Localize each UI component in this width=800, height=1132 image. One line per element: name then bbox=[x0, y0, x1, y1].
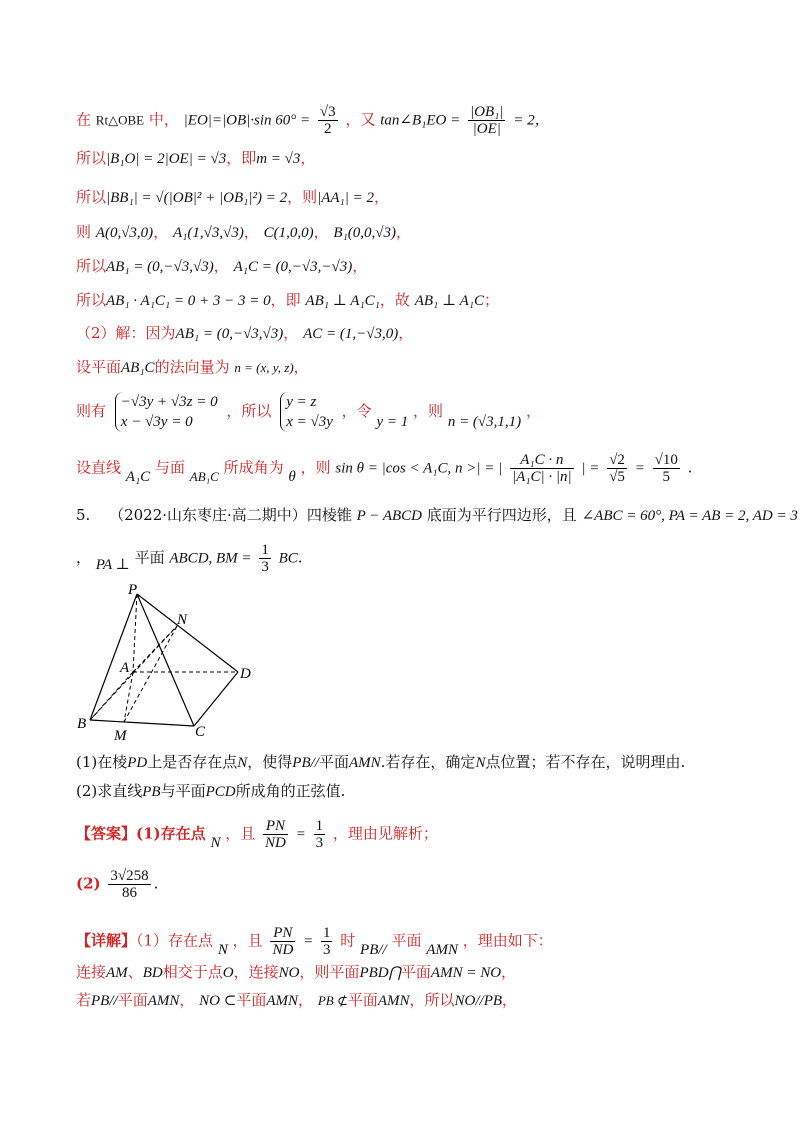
math: AB₁C bbox=[189, 468, 219, 484]
fraction: $\frac{1}{3}$ bbox=[322, 925, 331, 958]
edge-PB bbox=[90, 594, 137, 720]
math: B₁(0,0,√3) bbox=[333, 225, 397, 241]
problem-statement-line-1: 5. （2022·山东枣庄·高二期中）四棱锥 P − ABCD 底面为平行四边形，且 ∠ABC = 60°, PA = AB = 2, AD = 3 bbox=[76, 506, 798, 524]
solution-line-10: 设直线 A₁C 与面 AB₁C 所成角为 θ ，则 sin θ = |cos < A₁C, n >| = | $\frac{\text{A₁C · n}}{\text{|A₁C| · |n|}}$ | = $\frac{√2}{√5}$ = $\frac{√10}{5}$ . bbox=[76, 452, 693, 485]
math: |AA₁| = 2 bbox=[317, 190, 375, 206]
answer-tag: 【答案】 bbox=[76, 824, 137, 843]
fraction: $\frac{1}{3}$ bbox=[315, 818, 324, 851]
math: ∠ABC = 60°, PA = AB = 2, AD = 3 bbox=[581, 508, 798, 524]
math: m = √3 bbox=[256, 151, 301, 167]
math: AB₁ ⊥ A₁C bbox=[414, 293, 484, 309]
edge-PD bbox=[137, 594, 238, 672]
solution-line-3: 所以|BB₁| = √(|OB|² + |OB₁|²) = 2，则|AA₁| = 2， bbox=[76, 188, 390, 206]
solution-line-9: 则有 −√3y + √3z = 0 x − √3y = 0 ，所以 y = z x = √3y ，令 y = 1 ，则 n = (√3,1,1) ， bbox=[76, 394, 541, 430]
text: 中， bbox=[148, 110, 179, 129]
pyramid-figure bbox=[76, 582, 276, 742]
solution-line-6: 所以AB₁ · A₁C₁ = 0 + 3 − 3 = 0，即 AB₁ ⊥ A₁C₁，故 AB₁ ⊥ A₁C； bbox=[76, 291, 499, 309]
math: tan∠B₁EO = bbox=[380, 112, 461, 129]
math: BC bbox=[278, 550, 298, 567]
math: AB₁ = (0,−√3,√3) bbox=[175, 326, 284, 342]
solution-line-4: 则 A(0,√3,0)， A₁(1,√3,√3)， C(1,0,0)， B₁(0,0,√3)， bbox=[76, 223, 412, 241]
math: P − ABCD bbox=[356, 508, 423, 524]
fraction: $\frac{√10}{5}$ bbox=[654, 452, 678, 485]
math: A(0,√3,0) bbox=[95, 225, 154, 241]
math: |BB₁| = √(|OB|² + |OB₁|²) = 2 bbox=[106, 190, 288, 206]
fraction: $\frac{\text{|OB₁|}}{|OE|}$ bbox=[470, 104, 504, 137]
math: AB₁ ⊥ A₁C₁ bbox=[305, 293, 380, 309]
math: A₁(1,√3,√3) bbox=[172, 225, 244, 241]
math: AB₁ = (0,−√3,√3) bbox=[106, 259, 214, 275]
label-D: D bbox=[240, 666, 251, 682]
fraction: $\frac{\text{A₁C · n}}{\text{|A₁C| · |n|}}$ bbox=[512, 452, 572, 485]
solution-line-7: （2）解：因为AB₁ = (0,−√3,√3)， AC = (1,−√3,0)， bbox=[76, 324, 414, 342]
math: n = (x, y, z) bbox=[234, 360, 294, 375]
math: AB₁ · A₁C₁ = 0 + 3 − 3 = 0 bbox=[106, 293, 271, 309]
segment-MN bbox=[124, 626, 177, 722]
fraction: $\frac{1}{3}$ bbox=[261, 542, 269, 575]
math: y = 1 bbox=[376, 414, 409, 430]
detail-line-2: 连接AM、BD相交于点O，连接NO，则平面PBD⋂平面AMN = NO， bbox=[76, 963, 517, 981]
detail-line-3: 若PB//平面AMN， NO ⊂平面AMN， PB ⊄平面AMN，所以NO//PB， bbox=[76, 991, 518, 1009]
math: |EO|=|OB|·sin 60° = bbox=[183, 112, 311, 129]
math: A₁C bbox=[125, 468, 151, 485]
math: θ bbox=[288, 468, 296, 485]
math: Rt△OBE bbox=[95, 112, 145, 128]
edge-CD bbox=[194, 672, 238, 726]
question-2: (2)求直线PB与平面PCD所成角的正弦值. bbox=[76, 782, 346, 800]
solution-line-2: 所以|B₁O| = 2|OE| = √3，即m = √3， bbox=[76, 149, 316, 167]
equation-system: −√3y + √3z = 0 x − √3y = 0 bbox=[115, 392, 218, 432]
fraction: $\frac{PN}{ND}$ bbox=[272, 925, 294, 958]
math: AB₁C bbox=[121, 360, 155, 376]
label-C: C bbox=[195, 724, 206, 740]
math: ABCD, BM = bbox=[169, 550, 252, 567]
label-P: P bbox=[128, 582, 138, 598]
text: ，又 bbox=[345, 110, 376, 129]
solution-line-8: 设平面AB₁C的法向量为 n = (x, y, z)， bbox=[76, 358, 309, 376]
math: PA ⊥ bbox=[95, 556, 130, 573]
problem-number: 5. bbox=[76, 506, 91, 524]
equation-system: y = z x = √3y bbox=[280, 392, 333, 432]
label-B: B bbox=[77, 716, 87, 732]
detail-line-1: 【详解】（1）存在点 N ，且 $\frac{PN}{ND}$ = $\frac{1}{3}$ 时 PB// 平面 AMN ，理由如下： bbox=[76, 925, 553, 958]
answer-line-2: (2) $\frac{3√258}{86}$ . bbox=[76, 868, 159, 901]
answer-line-1: 【答案】(1)存在点 N ，且 $\frac{PN}{ND}$ = $\frac{1}{3}$ ，理由见解析； bbox=[76, 818, 438, 851]
math: sin θ = |cos < A₁C, n >| = | bbox=[335, 460, 503, 477]
solution-line-1 bbox=[76, 104, 550, 137]
label-N: N bbox=[177, 612, 188, 628]
math: AC = (1,−√3,0) bbox=[303, 326, 399, 342]
text: 在 bbox=[76, 110, 92, 129]
problem-source: （2022·山东枣庄·高二期中） bbox=[109, 506, 307, 524]
fraction: $\frac{PN}{ND}$ bbox=[265, 818, 286, 851]
detail-tag: 【详解】 bbox=[76, 931, 137, 950]
math: C(1,0,0) bbox=[263, 225, 314, 241]
fraction: $\frac{3√258}{86}$ bbox=[110, 868, 149, 901]
fraction: $\frac{√2}{√5}$ bbox=[609, 452, 625, 485]
question-1: (1)在棱PD上是否存在点N，使得PB//平面AMN.若存在，确定N点位置；若不存在，说明理由. bbox=[76, 753, 686, 771]
math: = 2， bbox=[513, 112, 550, 129]
fraction: $\frac{√3}{2}$ bbox=[319, 104, 336, 137]
label-A: A bbox=[120, 660, 130, 676]
edge-BC bbox=[90, 720, 194, 726]
math: A₁C = (0,−√3,−√3) bbox=[233, 259, 353, 275]
math: n = (√3,1,1) bbox=[447, 414, 522, 430]
label-M: M bbox=[114, 728, 127, 742]
problem-statement-line-2: ， PA ⊥ 平面 ABCD, BM = $\frac{1}{3}$ BC. bbox=[76, 542, 303, 575]
math: |B₁O| = 2|OE| = √3 bbox=[106, 151, 227, 167]
solution-line-5: 所以AB₁ = (0,−√3,√3)， A₁C = (0,−√3,−√3)， bbox=[76, 257, 368, 275]
edge-PA bbox=[133, 594, 137, 672]
